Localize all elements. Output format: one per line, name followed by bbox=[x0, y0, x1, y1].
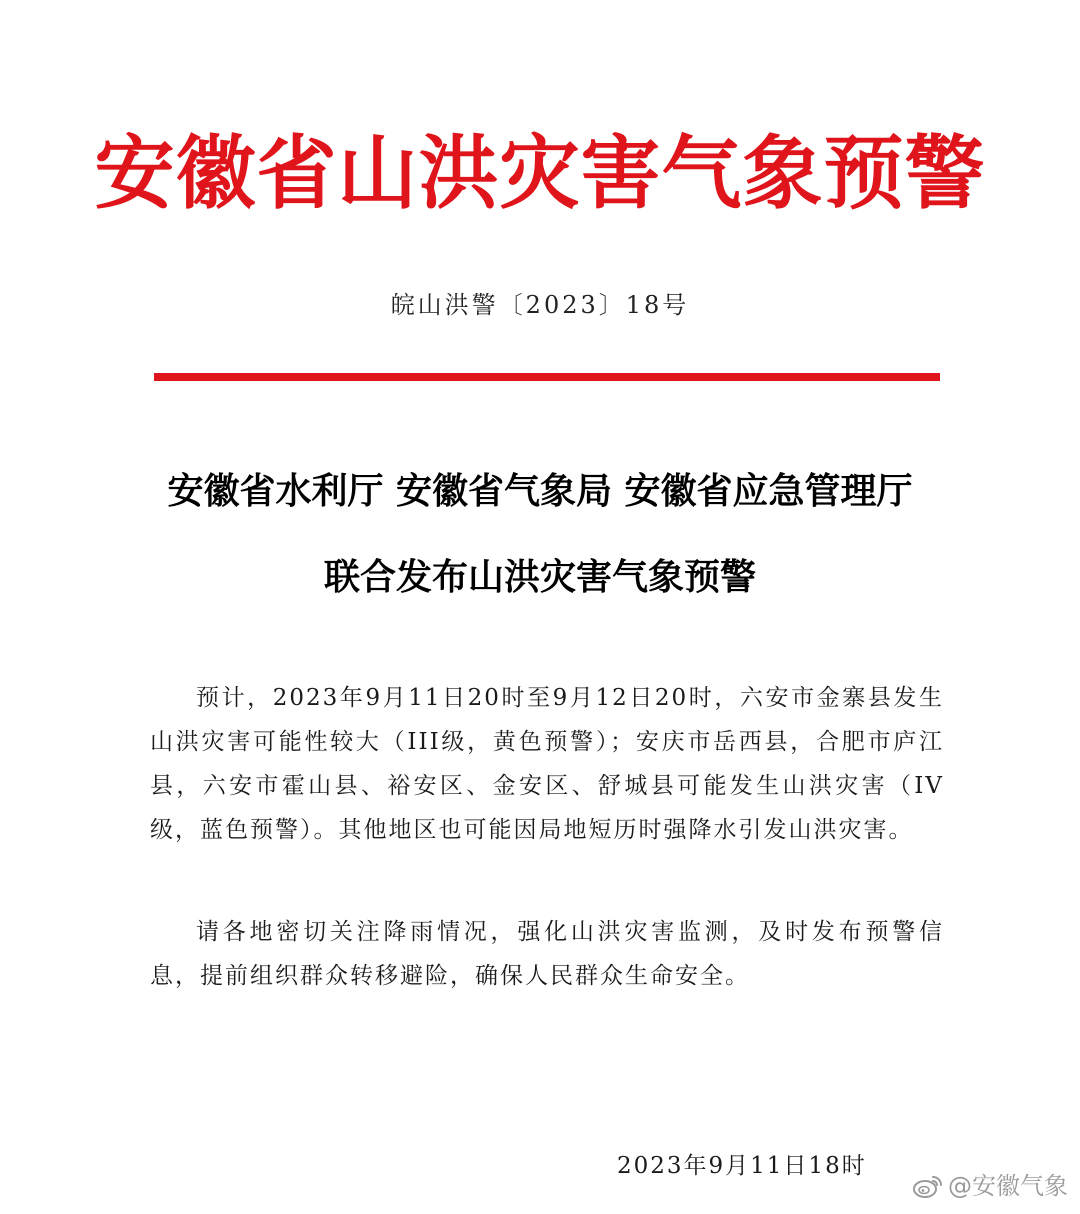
warning-header-title: 安徽省山洪灾害气象预警 bbox=[94, 126, 986, 220]
document-title-line-1: 安徽省水利厅 安徽省气象局 安徽省应急管理厅 bbox=[167, 470, 913, 512]
issue-date: 2023年9月11日18时 bbox=[617, 1153, 867, 1179]
red-divider-line bbox=[154, 373, 940, 381]
document-number: 皖山洪警〔2023〕18号 bbox=[390, 291, 690, 319]
watermark-text: @安徽气象 bbox=[948, 1172, 1068, 1200]
weibo-watermark bbox=[912, 1168, 1068, 1204]
weibo-icon bbox=[912, 1172, 944, 1200]
body-paragraph-forecast: 预计，2023年9月11日20时至9月12日20时，六安市金寨县发生山洪灾害可能性较大（III级，黄色预警）；安庆市岳西县，合肥市庐江县，六安市霍山县、裕安区、金安区、舒城县可能发生山洪灾害（IV级，蓝色预警）。其他地区也可能因局地短历时强降水引发山洪灾害。 bbox=[150, 685, 944, 843]
body-paragraph-instructions: 请各地密切关注降雨情况，强化山洪灾害监测，及时发布预警信息，提前组织群众转移避险，确保人民群众生命安全。 bbox=[150, 919, 944, 989]
document-title-line-2: 联合发布山洪灾害气象预警 bbox=[323, 556, 756, 598]
